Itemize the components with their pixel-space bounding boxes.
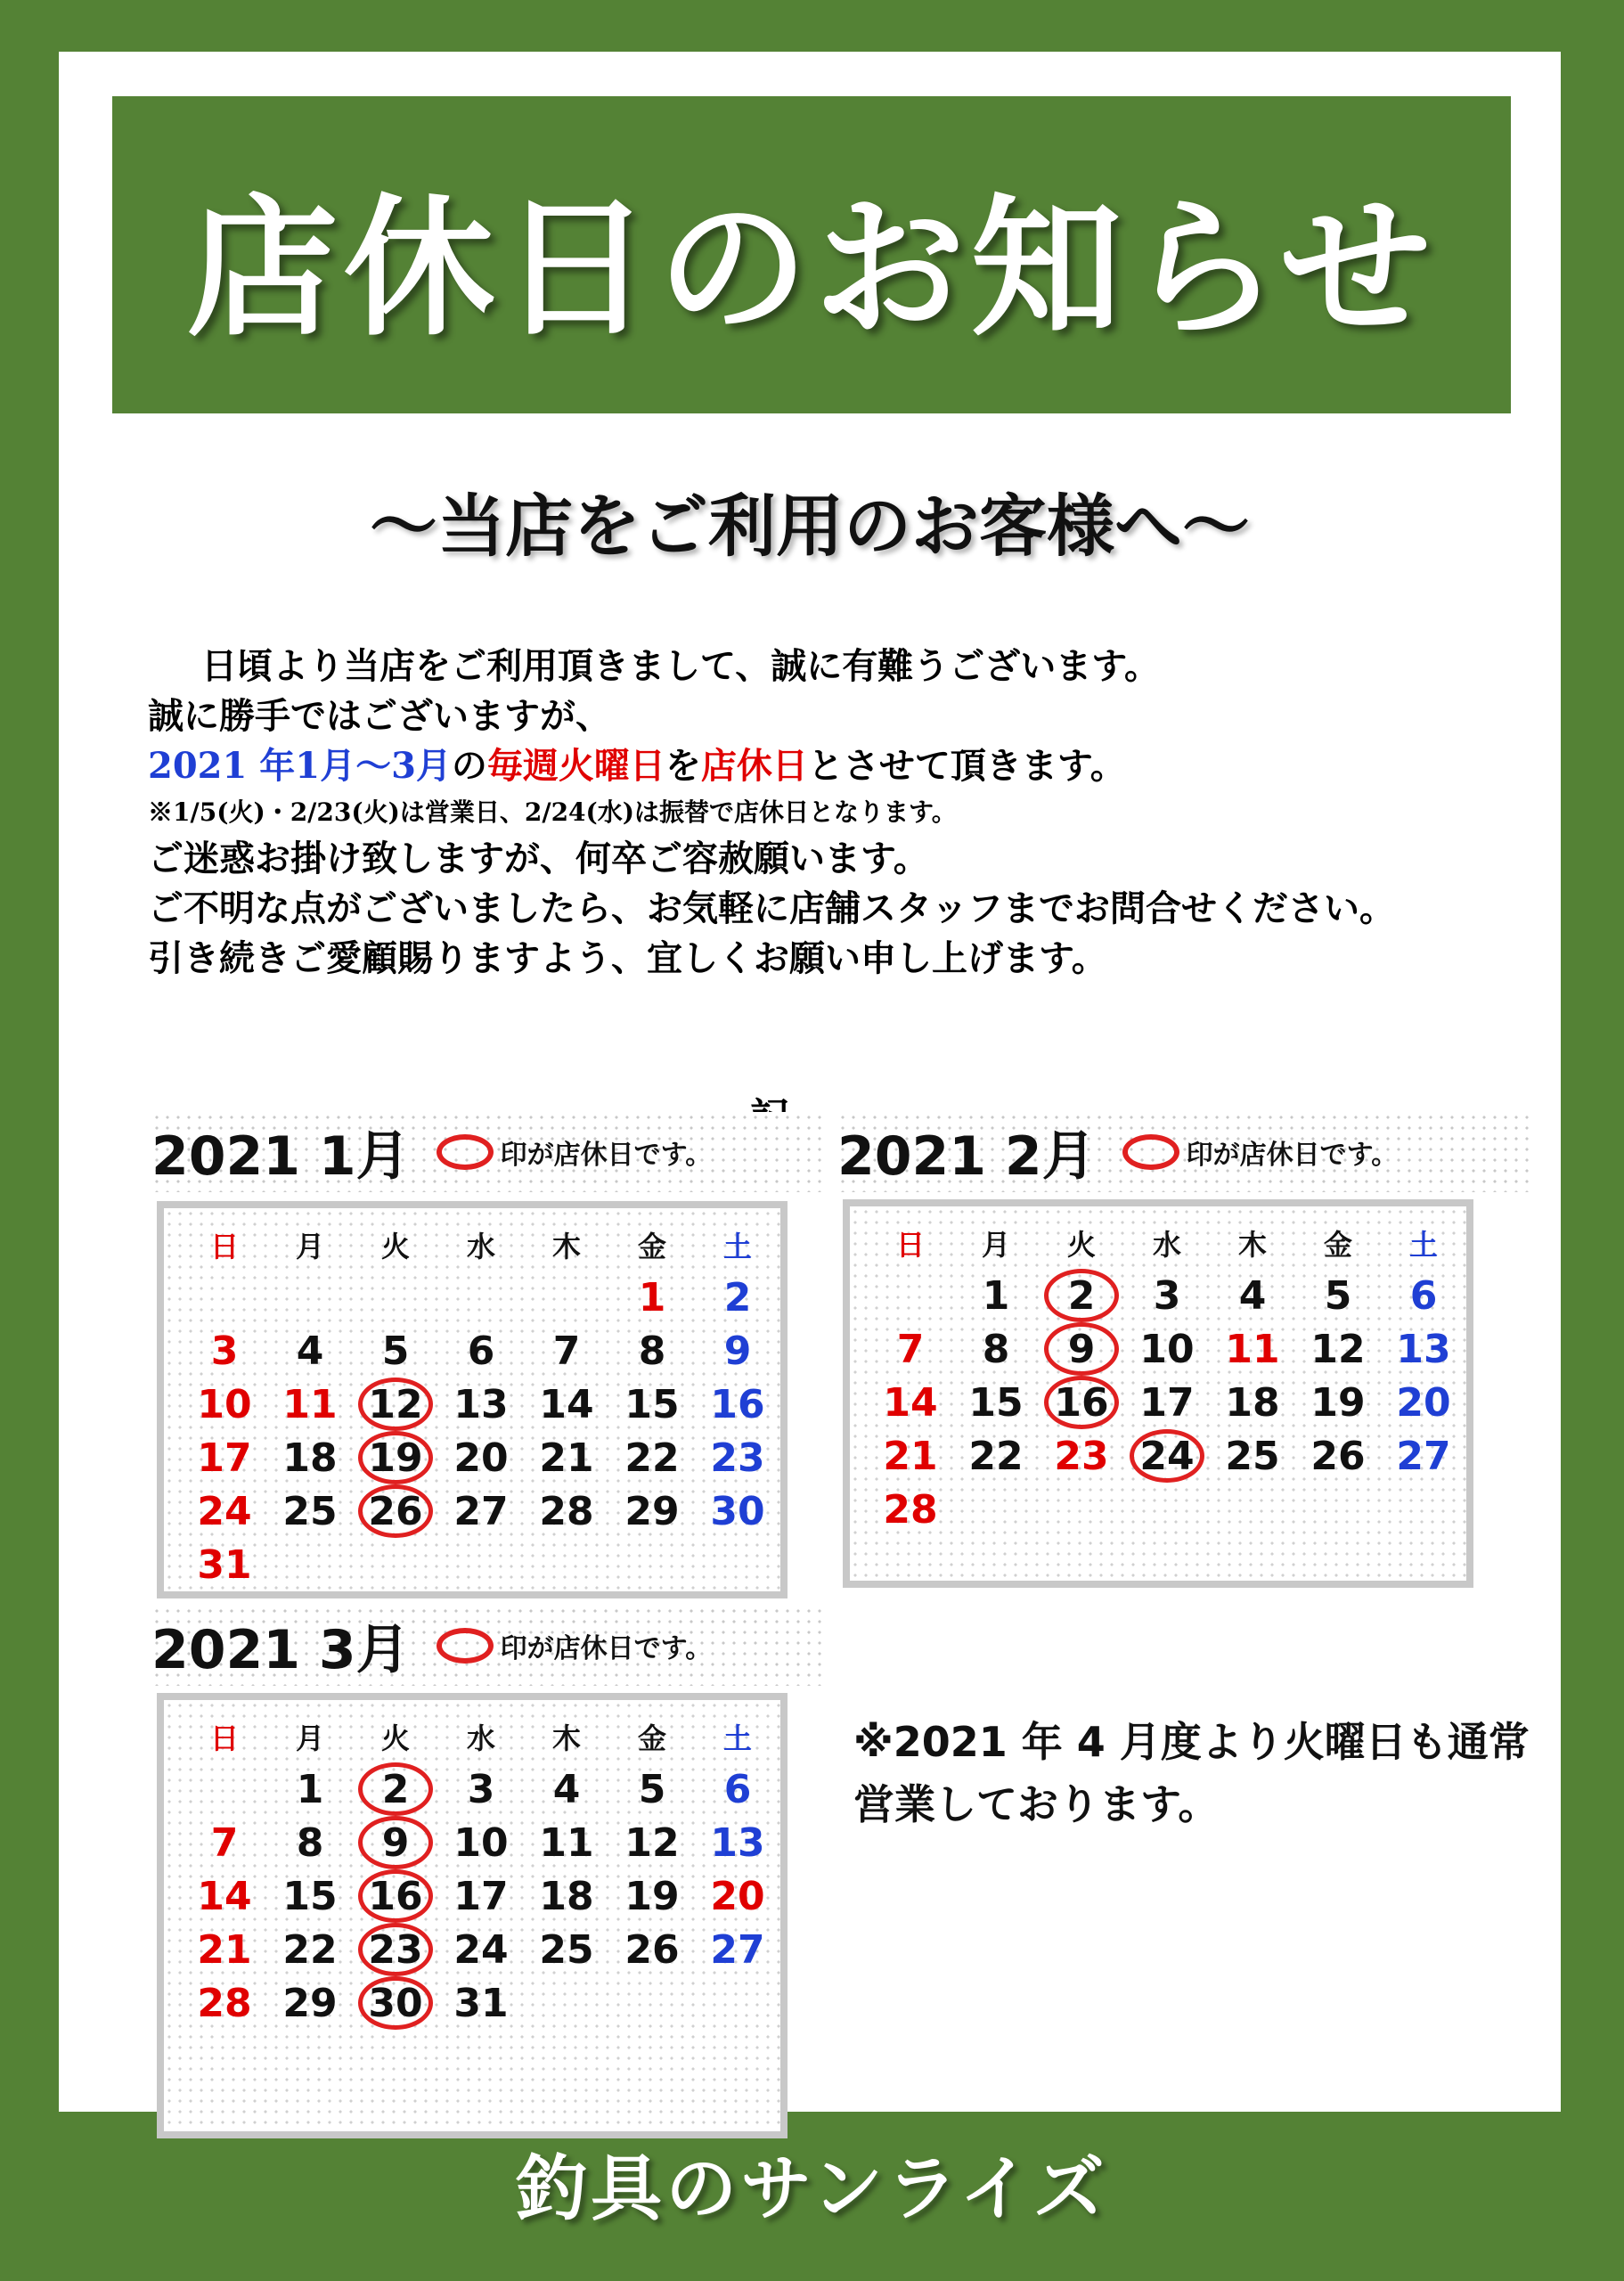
empty-cell — [182, 1271, 267, 1324]
day-cell: 26 — [624, 1926, 680, 1973]
day-cell: 5 — [638, 1766, 666, 1812]
mar-calendar — [157, 1693, 788, 2138]
weekday-header: 金 — [1323, 1228, 1352, 1262]
weekday-header: 日 — [209, 1230, 239, 1263]
empty-cell — [524, 1271, 609, 1324]
day-cell: 27 — [710, 1926, 765, 1973]
day-cell: 9 — [723, 1328, 752, 1374]
empty-cell — [438, 1271, 524, 1324]
weekday-header: 火 — [380, 1721, 410, 1755]
feb-title: 2021 2月 — [837, 1125, 1096, 1188]
day-cell: 18 — [1225, 1379, 1280, 1426]
body-line-3-rest: とさせて頂きます。 — [807, 745, 1126, 787]
closed-day-cell: 12 — [353, 1378, 438, 1431]
day-cell: 23 — [710, 1435, 765, 1481]
empty-cell — [267, 1271, 353, 1324]
empty-cell — [353, 1271, 438, 1324]
feb-calendar — [843, 1199, 1473, 1588]
store-name: 釣具のサンライズ — [516, 2147, 1108, 2230]
jan-legend-note: 印が店休日です。 — [500, 1140, 713, 1171]
closed-day-cell: 19 — [353, 1431, 438, 1484]
day-cell: 11 — [282, 1381, 338, 1427]
body-line-4: ご迷惑お掛け致しますが、何卒ご容赦願います。 — [148, 838, 929, 879]
day-cell: 21 — [539, 1435, 594, 1481]
mar-calendar-grid — [182, 1711, 780, 2030]
day-cell: 18 — [539, 1873, 594, 1919]
day-cell: 24 — [453, 1926, 509, 1973]
day-cell: 15 — [968, 1379, 1024, 1426]
day-cell: 11 — [1225, 1326, 1280, 1372]
day-cell: 17 — [453, 1873, 509, 1919]
day-cell: 22 — [624, 1435, 680, 1481]
day-cell: 28 — [883, 1486, 938, 1533]
day-cell: 20 — [1396, 1379, 1451, 1426]
day-cell: 29 — [624, 1488, 680, 1534]
day-cell: 21 — [883, 1433, 938, 1479]
day-cell: 24 — [197, 1488, 252, 1534]
day-cell: 7 — [210, 1819, 239, 1866]
mar-title: 2021 3月 — [151, 1619, 410, 1681]
particle-wo: を — [665, 745, 701, 787]
weekday-header: 火 — [380, 1230, 410, 1263]
day-cell: 17 — [1139, 1379, 1195, 1426]
day-cell: 31 — [453, 1980, 509, 2026]
day-cell: 21 — [197, 1926, 252, 1973]
day-cell: 3 — [210, 1328, 239, 1374]
day-cell: 19 — [624, 1873, 680, 1919]
weekday-header: 水 — [1152, 1228, 1181, 1262]
closed-day-cell: 2 — [353, 1762, 438, 1816]
day-cell: 23 — [1054, 1433, 1109, 1479]
day-cell: 8 — [638, 1328, 666, 1374]
april-resume-note: ※2021 年 4 月度より火曜日も通常営業しております。 — [853, 1718, 1530, 1828]
weekday-header: 月 — [295, 1721, 324, 1755]
weekday-header: 木 — [1237, 1228, 1267, 1262]
day-cell: 15 — [282, 1873, 338, 1919]
empty-cell — [868, 1269, 953, 1322]
day-cell: 12 — [1310, 1326, 1366, 1372]
day-cell: 25 — [539, 1926, 594, 1973]
closed-day-label: 店休日 — [700, 745, 808, 787]
legend-circle-icon — [437, 1134, 494, 1170]
jan-calendar — [157, 1201, 788, 1598]
mar-calendar-header — [151, 1606, 828, 1686]
closed-day-cell: 2 — [1039, 1269, 1124, 1322]
closed-day-cell: 30 — [353, 1976, 438, 2030]
day-cell: 8 — [296, 1819, 324, 1866]
feb-calendar-header — [837, 1112, 1532, 1192]
body-line-2: 誠に勝手ではございますが、 — [148, 695, 611, 737]
day-cell: 28 — [539, 1488, 594, 1534]
day-cell: 1 — [638, 1274, 666, 1320]
weekday-header: 木 — [551, 1721, 581, 1755]
closed-day-cell: 26 — [353, 1484, 438, 1538]
day-cell: 2 — [723, 1274, 752, 1320]
day-cell: 10 — [197, 1381, 252, 1427]
particle-no: の — [451, 745, 487, 787]
banner-title: 店休日のお知らせ — [186, 180, 1437, 357]
exception-note: ※1/5(火)・2/23(火)は営業日、2/24(水)は振替で店休日となります。 — [148, 797, 957, 827]
day-cell: 10 — [453, 1819, 509, 1866]
day-cell: 20 — [710, 1873, 765, 1919]
body-line-5: ご不明な点がございましたら、お気軽に店舗スタッフまでお問合せください。 — [148, 887, 1395, 929]
closure-period: 2021 年1月～3月 — [148, 745, 452, 787]
body-line-1: 日頃より当店をご利用頂きまして、誠に有難うございます。 — [201, 645, 1160, 687]
day-cell: 6 — [1409, 1272, 1438, 1319]
feb-legend-note: 印が店休日です。 — [1186, 1140, 1399, 1171]
day-cell: 25 — [1225, 1433, 1280, 1479]
day-cell: 3 — [467, 1766, 495, 1812]
weekday-header: 月 — [295, 1230, 324, 1263]
day-cell: 7 — [552, 1328, 581, 1374]
day-cell: 22 — [968, 1433, 1024, 1479]
mar-legend-note: 印が店休日です。 — [500, 1633, 713, 1664]
day-cell: 11 — [539, 1819, 594, 1866]
day-cell: 6 — [467, 1328, 495, 1374]
jan-title: 2021 1月 — [151, 1125, 410, 1188]
legend-circle-icon — [437, 1628, 494, 1664]
day-cell: 15 — [624, 1381, 680, 1427]
weekday-header: 火 — [1066, 1228, 1096, 1262]
day-cell: 7 — [896, 1326, 925, 1372]
day-cell: 25 — [282, 1488, 338, 1534]
weekday-header: 水 — [466, 1230, 495, 1263]
weekday-header: 水 — [466, 1721, 495, 1755]
closed-day-cell: 9 — [1039, 1322, 1124, 1376]
closed-day-cell: 16 — [1039, 1376, 1124, 1429]
day-cell: 14 — [883, 1379, 938, 1426]
day-cell: 3 — [1153, 1272, 1181, 1319]
day-cell: 28 — [197, 1980, 252, 2026]
day-cell: 10 — [1139, 1326, 1195, 1372]
day-cell: 1 — [296, 1766, 324, 1812]
weekday-header: 土 — [1408, 1228, 1438, 1262]
day-cell: 13 — [710, 1819, 765, 1866]
weekday-header: 土 — [722, 1230, 752, 1263]
day-cell: 20 — [453, 1435, 509, 1481]
day-cell: 19 — [1310, 1379, 1366, 1426]
weekday-header: 金 — [637, 1721, 666, 1755]
notice-panel — [59, 52, 1561, 2112]
day-cell: 8 — [982, 1326, 1010, 1372]
day-cell: 12 — [624, 1819, 680, 1866]
day-cell: 14 — [197, 1873, 252, 1919]
day-cell: 14 — [539, 1381, 594, 1427]
weekly-tuesday: 毎週火曜日 — [486, 745, 665, 787]
closed-day-cell: 23 — [353, 1923, 438, 1976]
body-line-6: 引き続きご愛顧賜りますよう、宜しくお願い申し上げます。 — [148, 937, 1107, 979]
body-line-3 — [148, 741, 1538, 791]
weekday-header: 日 — [895, 1228, 925, 1262]
day-cell: 13 — [453, 1381, 509, 1427]
day-cell: 27 — [453, 1488, 509, 1534]
day-cell: 17 — [197, 1435, 252, 1481]
day-cell: 18 — [282, 1435, 338, 1481]
day-cell: 16 — [710, 1381, 765, 1427]
day-cell: 4 — [1238, 1272, 1267, 1319]
legend-circle-icon — [1122, 1134, 1179, 1170]
day-cell: 22 — [282, 1926, 338, 1973]
subtitle: ～当店をご利用のお客様へ～ — [370, 486, 1250, 566]
empty-cell — [182, 1762, 267, 1816]
day-cell: 26 — [1310, 1433, 1366, 1479]
jan-calendar-grid — [182, 1219, 780, 1591]
day-cell: 5 — [381, 1328, 410, 1374]
day-cell: 6 — [723, 1766, 752, 1812]
day-cell: 1 — [982, 1272, 1010, 1319]
title-banner — [112, 96, 1511, 413]
weekday-header: 月 — [981, 1228, 1010, 1262]
day-cell: 13 — [1396, 1326, 1451, 1372]
day-cell: 27 — [1396, 1433, 1451, 1479]
weekday-header: 木 — [551, 1230, 581, 1263]
weekday-header: 金 — [637, 1230, 666, 1263]
message-body — [148, 642, 1538, 984]
feb-calendar-grid — [868, 1217, 1466, 1536]
jan-calendar-header — [151, 1112, 828, 1192]
day-cell: 31 — [197, 1541, 252, 1588]
day-cell: 4 — [552, 1766, 581, 1812]
day-cell: 5 — [1324, 1272, 1352, 1319]
day-cell: 30 — [710, 1488, 765, 1534]
day-cell: 4 — [296, 1328, 324, 1374]
weekday-header: 土 — [722, 1721, 752, 1755]
closed-day-cell: 24 — [1124, 1429, 1210, 1483]
closed-day-cell: 16 — [353, 1869, 438, 1923]
day-cell: 29 — [282, 1980, 338, 2026]
closed-day-cell: 9 — [353, 1816, 438, 1869]
weekday-header: 日 — [209, 1721, 239, 1755]
